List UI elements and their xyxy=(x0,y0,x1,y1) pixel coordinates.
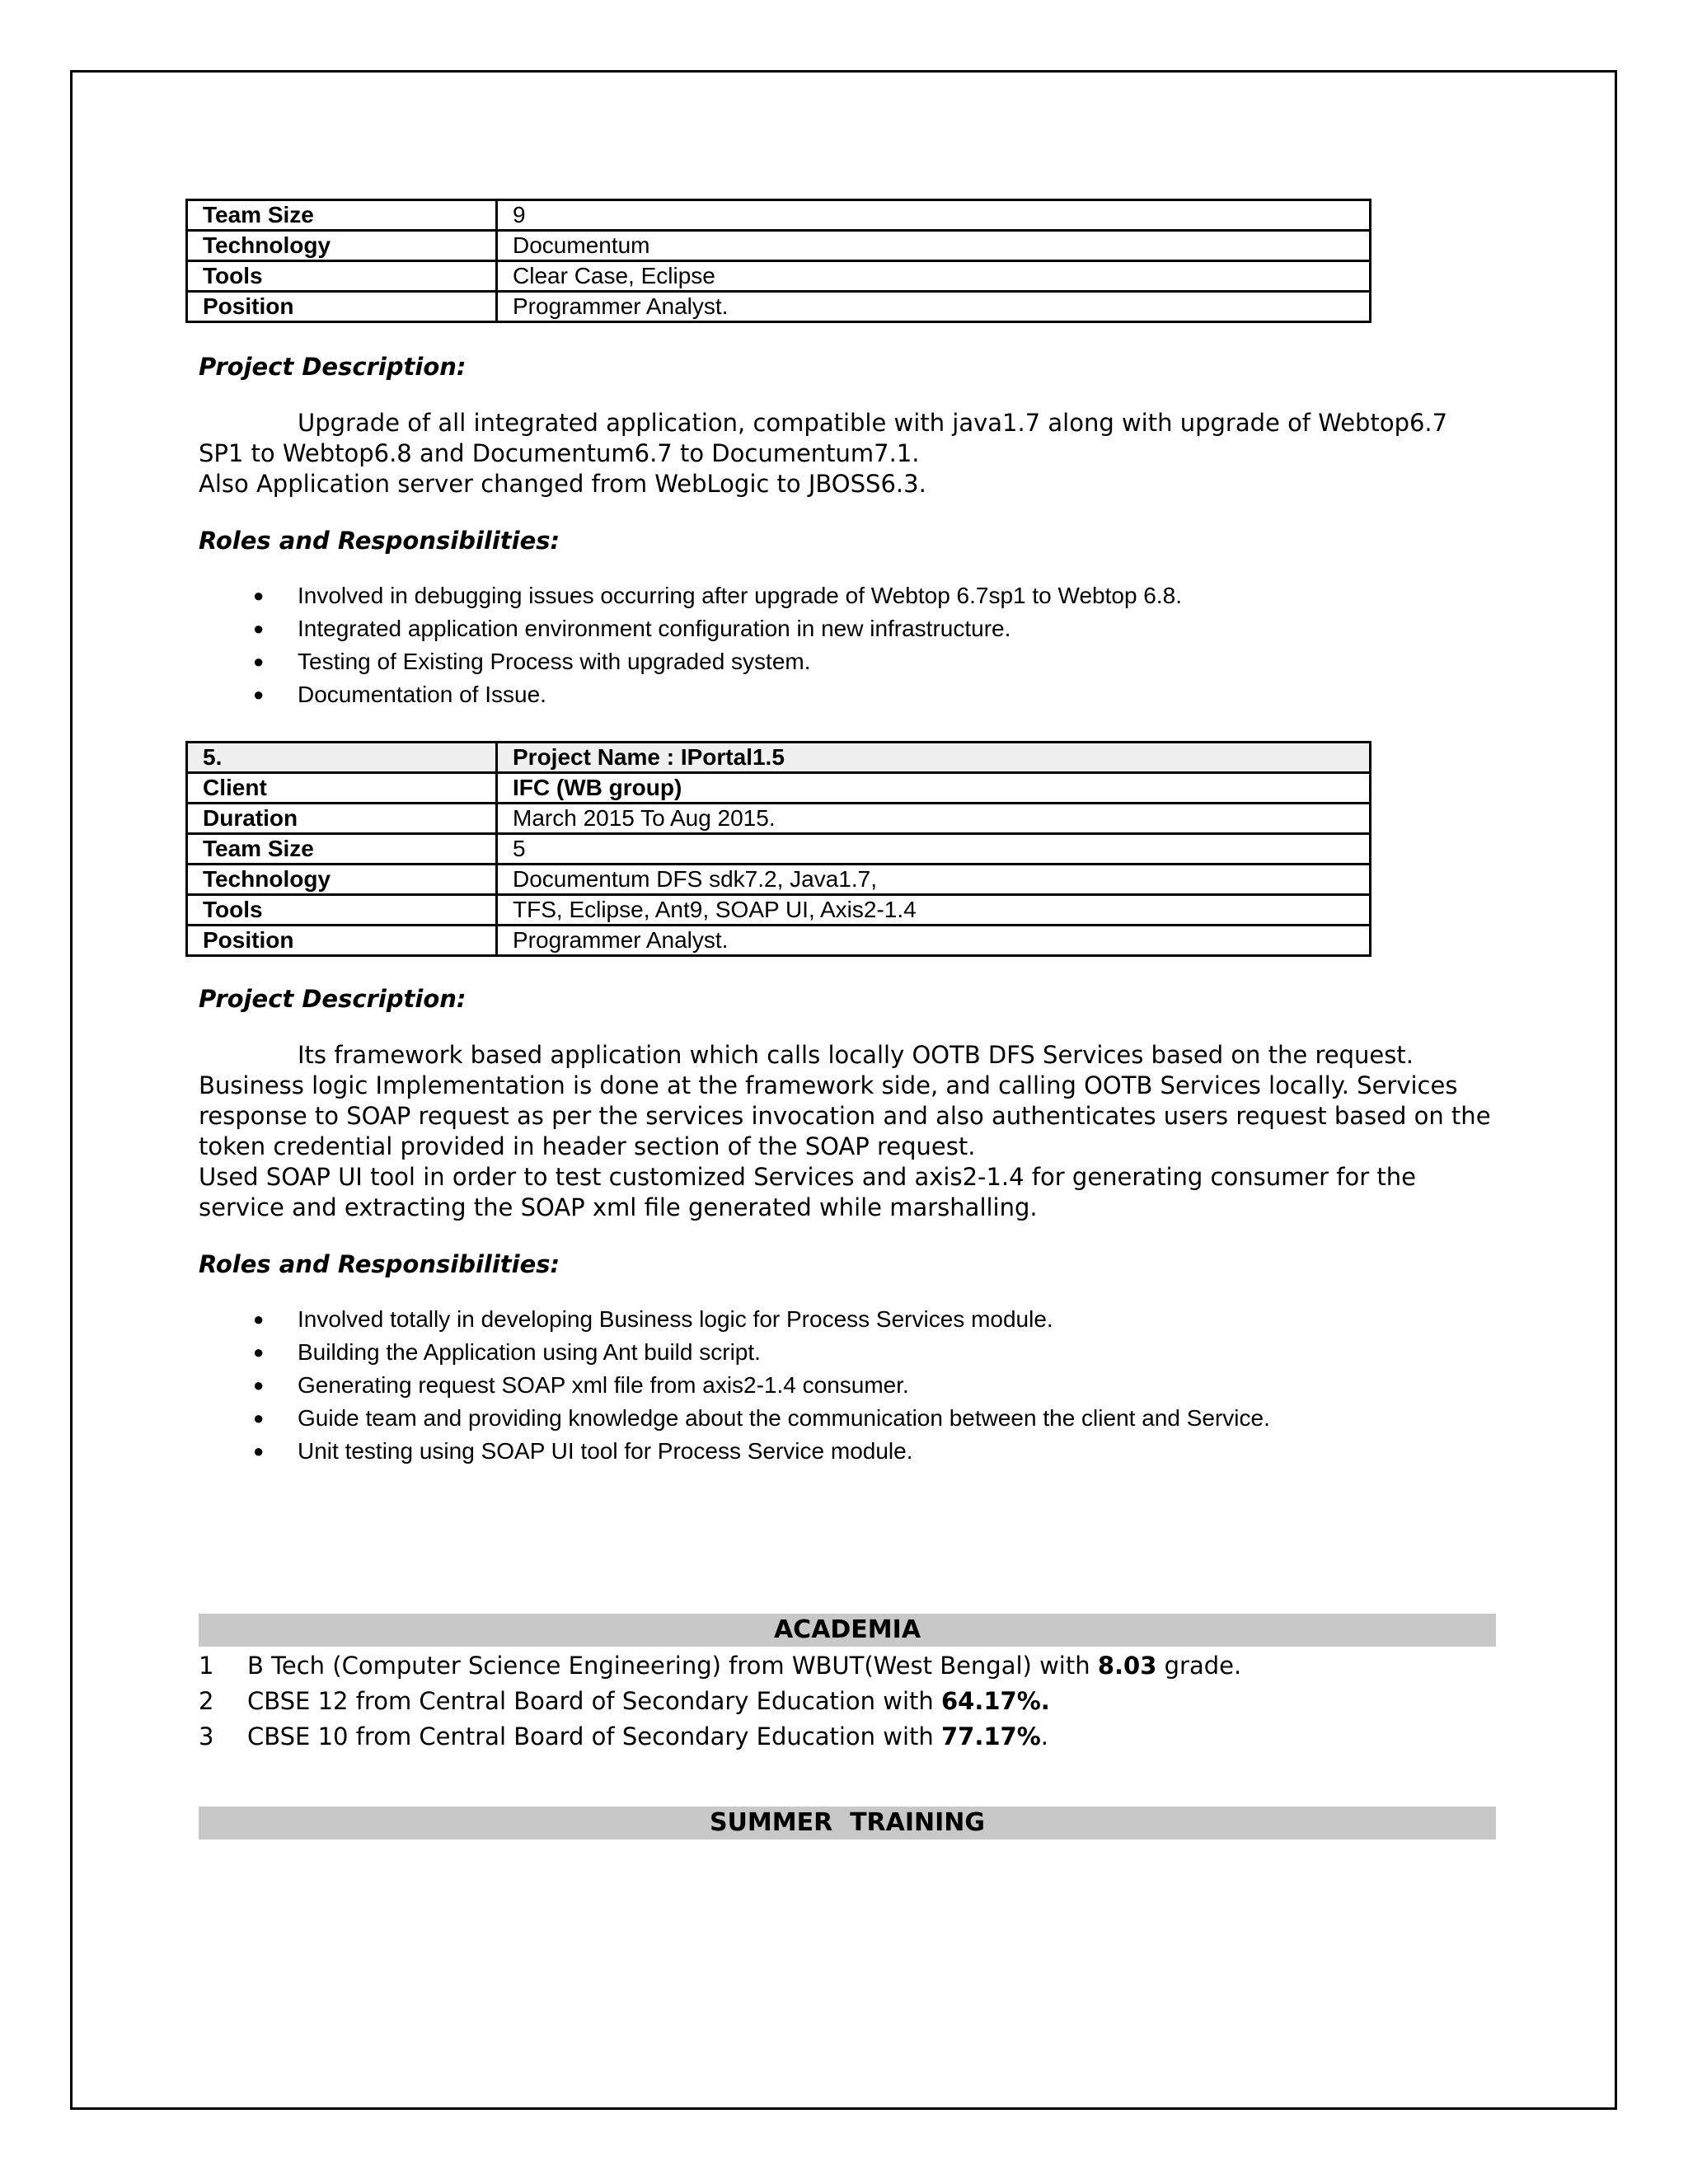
academia-heading: ACADEMIA xyxy=(199,1614,1496,1647)
table-value: 5 xyxy=(497,834,1371,865)
table-value: Programmer Analyst. xyxy=(497,292,1371,322)
bullet-icon: ● xyxy=(253,1309,265,1329)
project-description-1 xyxy=(199,408,1496,499)
academia-list xyxy=(199,1648,1496,1755)
table-row xyxy=(187,804,1371,834)
table-value: Clear Case, Eclipse xyxy=(497,261,1371,292)
description-paragraph: Its framework based application which calls locally OOTB DFS Services based on the request. Business logic Implementation is done at the framework side, and calling OOTB Services locally. Services response to SOAP request as per the services invocation and also authenticates users request based on the token credential provided in header section of the SOAP request. xyxy=(199,1041,1491,1160)
table-row xyxy=(187,231,1371,261)
list-item: ● Unit testing using SOAP UI tool for Process Service module. xyxy=(199,1435,1496,1468)
table-row xyxy=(187,292,1371,322)
bullet-icon: ● xyxy=(253,1441,265,1461)
description-paragraph: Also Application server changed from WebLogic to JBOSS6.3. xyxy=(199,470,926,498)
project-info-table-1 xyxy=(185,199,1372,323)
table-value: March 2015 To Aug 2015. xyxy=(497,804,1371,834)
table-value: IFC (WB group) xyxy=(497,773,1371,804)
list-item: ● Generating request SOAP xml file from axis2-1.4 consumer. xyxy=(199,1369,1496,1402)
bullet-icon: ● xyxy=(253,618,265,639)
table-header-row xyxy=(187,743,1371,773)
summer-training-heading: SUMMER TRAINING xyxy=(199,1807,1496,1840)
description-paragraph: Used SOAP UI tool in order to test customized Services and axis2-1.4 for generating consumer for the service and extracting the SOAP xml file generated while marshalling. xyxy=(199,1163,1416,1221)
bullet-icon: ● xyxy=(253,1408,265,1428)
project-description-heading-1: Project Description: xyxy=(199,353,467,381)
table-value: Documentum xyxy=(497,231,1371,261)
bullet-icon: ● xyxy=(253,1375,265,1395)
bullet-icon: ● xyxy=(253,651,265,672)
academia-item: 3 CBSE 10 from Central Board of Secondary Education with 77.17%. xyxy=(199,1722,1048,1750)
project-info-table-2 xyxy=(185,741,1372,957)
project-number: 5. xyxy=(187,743,497,773)
table-value: Documentum DFS sdk7.2, Java1.7, xyxy=(497,865,1371,895)
table-key: Technology xyxy=(187,231,497,261)
list-item: ● Documentation of Issue. xyxy=(199,678,1496,711)
table-row xyxy=(187,834,1371,865)
table-key: Tools xyxy=(187,895,497,926)
bullet-icon: ● xyxy=(253,585,265,606)
list-item: ● Involved totally in developing Business logic for Process Services module. xyxy=(199,1303,1496,1336)
project-description-2 xyxy=(199,1040,1496,1223)
table-row xyxy=(187,200,1371,231)
table-key: Technology xyxy=(187,865,497,895)
table-key: Duration xyxy=(187,804,497,834)
description-paragraph: Upgrade of all integrated application, compatible with java1.7 along with upgrade of Webtop6.7 SP1 to Webtop6.8 and Documentum6.7 to Documentum7.1. xyxy=(199,409,1448,467)
bullet-icon: ● xyxy=(253,684,265,705)
list-item: ● Integrated application environment configuration in new infrastructure. xyxy=(199,612,1496,645)
table-row xyxy=(187,895,1371,926)
academia-item: 1 B Tech (Computer Science Engineering) from WBUT(West Bengal) with 8.03 grade. xyxy=(199,1652,1242,1680)
roles-list-1 xyxy=(199,579,1496,711)
table-key: Position xyxy=(187,292,497,322)
table-value: Programmer Analyst. xyxy=(497,926,1371,956)
list-item: ● Involved in debugging issues occurring after upgrade of Webtop 6.7sp1 to Webtop 6.8. xyxy=(199,579,1496,612)
list-item: ● Guide team and providing knowledge about the communication between the client and Service. xyxy=(199,1402,1496,1435)
table-key: Position xyxy=(187,926,497,956)
table-key: Team Size xyxy=(187,834,497,865)
table-row xyxy=(187,261,1371,292)
list-item: ● Testing of Existing Process with upgraded system. xyxy=(199,645,1496,678)
project-description-heading-2: Project Description: xyxy=(199,985,467,1013)
academia-item: 2 CBSE 12 from Central Board of Secondary Education with 64.17%. xyxy=(199,1687,1050,1715)
table-row xyxy=(187,926,1371,956)
table-key: Tools xyxy=(187,261,497,292)
roles-heading-1: Roles and Responsibilities: xyxy=(199,527,560,555)
list-item: ● Building the Application using Ant build script. xyxy=(199,1336,1496,1369)
resume-content xyxy=(199,199,1496,1840)
table-value: 9 xyxy=(497,200,1371,231)
table-key: Team Size xyxy=(187,200,497,231)
table-row xyxy=(187,865,1371,895)
table-key: Client xyxy=(187,773,497,804)
table-row xyxy=(187,773,1371,804)
roles-list-2 xyxy=(199,1303,1496,1468)
bullet-icon: ● xyxy=(253,1342,265,1362)
roles-heading-2: Roles and Responsibilities: xyxy=(199,1250,560,1278)
table-value: TFS, Eclipse, Ant9, SOAP UI, Axis2-1.4 xyxy=(497,895,1371,926)
project-name: Project Name : IPortal1.5 xyxy=(497,743,1371,773)
